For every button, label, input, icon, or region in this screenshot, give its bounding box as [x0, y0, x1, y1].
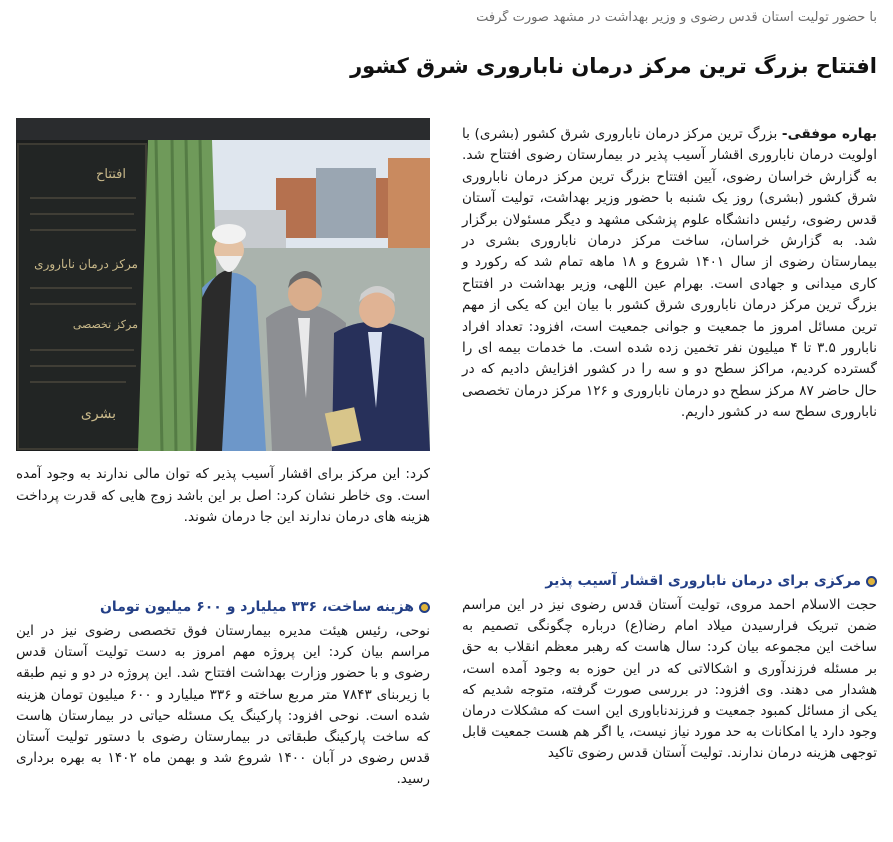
section-left	[16, 595, 430, 791]
headline: افتتاح بزرگ ترین مرکز درمان ناباروری شرق کشور	[350, 54, 877, 78]
plaque-line-1: افتتاح	[95, 167, 126, 182]
photo-caption: کرد: این مرکز برای اقشار آسیب پذیر که توان مالی ندارند به وجود آمده است. وی خاطر نشان کرد: اصل بر این باشد زوج هایی که قدرت پرداخت هزینه های درمان ندارند این جا درمان شوند.	[16, 466, 430, 525]
section-left-heading	[16, 595, 430, 619]
byline: بهاره موفقی-	[781, 126, 877, 142]
plaque-line-2: مرکز درمان ناباروری	[34, 257, 138, 271]
section-right	[462, 569, 877, 765]
section-right-title: مرکزی برای درمان ناباروری اقشار آسیب پذیر	[545, 573, 861, 589]
bullet-icon	[866, 576, 877, 587]
section-left-text: نوحی، رئیس هیئت مدیره بیمارستان فوق تخصصی رضوی نیز در این مراسم بیان کرد: این پروژه مهم امروز به دست تولیت آستان قدس رضوی و با حضور وزارت بهداشت افتتاح شد. این پروژه در دو و نیم طبقه با زیربنای ۷۸۴۳ متر مربع ساخته و ۳۳۶ میلیارد و ۶۰۰ میلیون تومان هزینه شده است. نوحی افزود: پارکینگ یک مسئله حیاتی در بیمارستان هاست که ساخت پارکینگ طبقاتی در بیمارستان رضوی با دستور تولیت آستان قدس رضوی در آبان ۱۴۰۰ شروع شد و بهمن ماه ۱۴۰۲ به بهره برداری رسید.	[16, 623, 430, 788]
bullet-icon	[419, 602, 430, 613]
plaque-line-4: بشری	[80, 406, 116, 422]
kicker: با حضور تولیت آستان قدس رضوی و وزیر بهداشت در مشهد صورت گرفت	[476, 10, 877, 25]
section-right-text: حجت الاسلام احمد مروی، تولیت آستان قدس رضوی نیز در این مراسم ضمن تبریک فرارسیدن میلاد امام رضا(ع) درباره چگونگی تصمیم به ساخت این مجموعه بیان کرد: سال هاست که رهبر معظم انقلاب به حق بر مسئله فرزندآوری و اشکالاتی که در این حوزه به وجود آمده است، هشدار می دهند. وی افزود: در بررسی صورت گرفته، متوجه شدیم که یکی از مسائل کمبود جمعیت و فرزندناباوری این است که مشکلات درمان وجود دارد یا امکانات به حد مورد نیاز نیست، یا اگر هم هست جمعیت قابل توجهی هزینه درمان ندارند. تولیت آستان قدس رضوی تاکید	[462, 597, 877, 762]
section-right-heading	[462, 569, 877, 593]
section-left-title: هزینه ساخت، ۳۳۶ میلیارد و ۶۰۰ میلیون تومان	[99, 599, 414, 615]
article-photo	[16, 118, 430, 451]
lead-article	[462, 124, 877, 424]
plaque-line-3: مرکز تخصصی	[72, 318, 138, 331]
lead-text: بزرگ ترین مرکز درمان ناباروری شرق کشور (بشری) با اولویت درمان ناباروری اقشار آسیب پذیر در بیمارستان رضوی افتتاح شد. به گزارش خراسان رضوی، آیین افتتاح بزرگ ترین مرکز درمان ناباروری شرق کشور (بشری) روز یک شنبه با حضور وزیر بهداشت، تولیت آستان قدس رضوی، رئیس دانشگاه علوم پزشکی مشهد و دیگر مسئولان برگزار شد. به گزارش خراسان، ساخت مرکز درمان ناباروری بشری در بیمارستان رضوی از سال ۱۴۰۱ شروع و ۱۸ ماهه تمام شد که رکورد و کاری میدانی و جهادی است. بهرام عین اللهی، وزیر بهداشت در افتتاح بزرگ ترین مرکز درمان ناباروری شرق کشور با بیان این که یکی از مهم ترین مسائل امروز ما جمعیت و جوانی جمعیت است، افزود: تعداد افراد نابارور ۳.۵ تا ۴ میلیون نفر تخمین زده شده است. ما خدمات بیمه ای را گسترده کردیم، مراکز سطح دو و سه را در کشور افزایش دادیم که در حال حاضر ۸۷ مرکز سطح دو درمان ناباروری و ۱۲۶ مرکز درمان تخصصی ناباروری سطح سه در کشور داریم.	[462, 126, 877, 421]
